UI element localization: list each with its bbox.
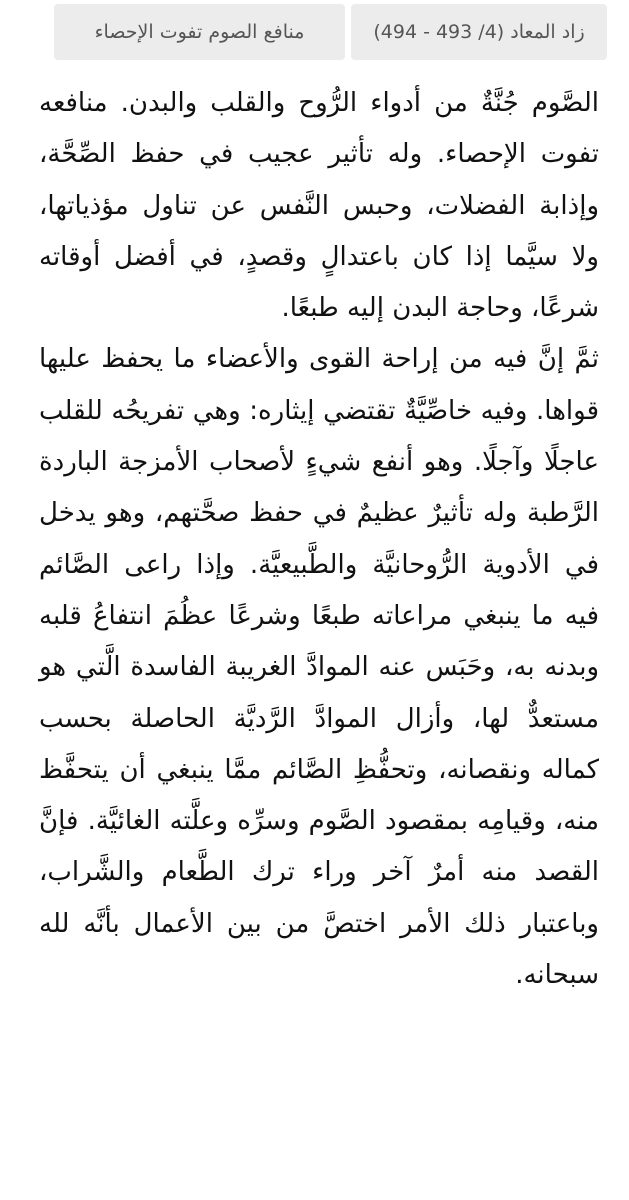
topic-tag[interactable]: منافع الصوم تفوت الإحصاء: [54, 4, 345, 60]
paragraph: الصَّوم جُنَّةٌ من أدواء الرُّوح والقلب والبدن. منافعه تفوت الإحصاء. وله تأثير عجيب في حفظ الصِّحَّة، وإذابة الفضلات، وحبس النَّفس عن تناول مؤذياتها، ولا سيَّما إذا كان باعتدالٍ وقصدٍ، في أفضل أوقاته شرعًا، وحاجة البدن إليه طبعًا.: [39, 88, 599, 324]
paragraph: ثمَّ إنَّ فيه من إراحة القوى والأعضاء ما يحفظ عليها قواها. وفيه خاصِّيَّةٌ تقتضي إيثاره: وهي تفريحُه للقلب عاجلًا وآجلًا. وهو أنفع شيءٍ لأصحاب الأمزجة الباردة الرَّطبة وله تأثيرٌ عظيمٌ في حفظ صحَّتهم، وهو يدخل في الأدوية الرُّوحانيَّة والطَّبيعيَّة. وإذا راعى الصَّائم فيه ما ينبغي مراعاته طبعًا وشرعًا عظُمَ انتفاعُ قلبه وبدنه به، وحَبَس عنه الموادَّ الغريبة الفاسدة الَّتي هو مستعدٌّ لها، وأزال الموادَّ الرَّديَّة الحاصلة بحسب كماله ونقصانه، وتحفُّظِ الصَّائم ممَّا ينبغي أن يتحفَّظ منه، وقيامِه بمقصود الصَّوم وسرِّه وعلَّته الغائيَّة. فإنَّ القصد منه أمرٌ آخر وراء ترك الطَّعام والشَّراب، وباعتبار ذلك الأمر اختصَّ من بين الأعمال بأنَّه لله سبحانه.: [39, 344, 599, 991]
article-body: [39, 78, 599, 1001]
tag-bar: [54, 4, 607, 60]
source-tag[interactable]: زاد المعاد (4/ 493 - 494): [351, 4, 607, 60]
